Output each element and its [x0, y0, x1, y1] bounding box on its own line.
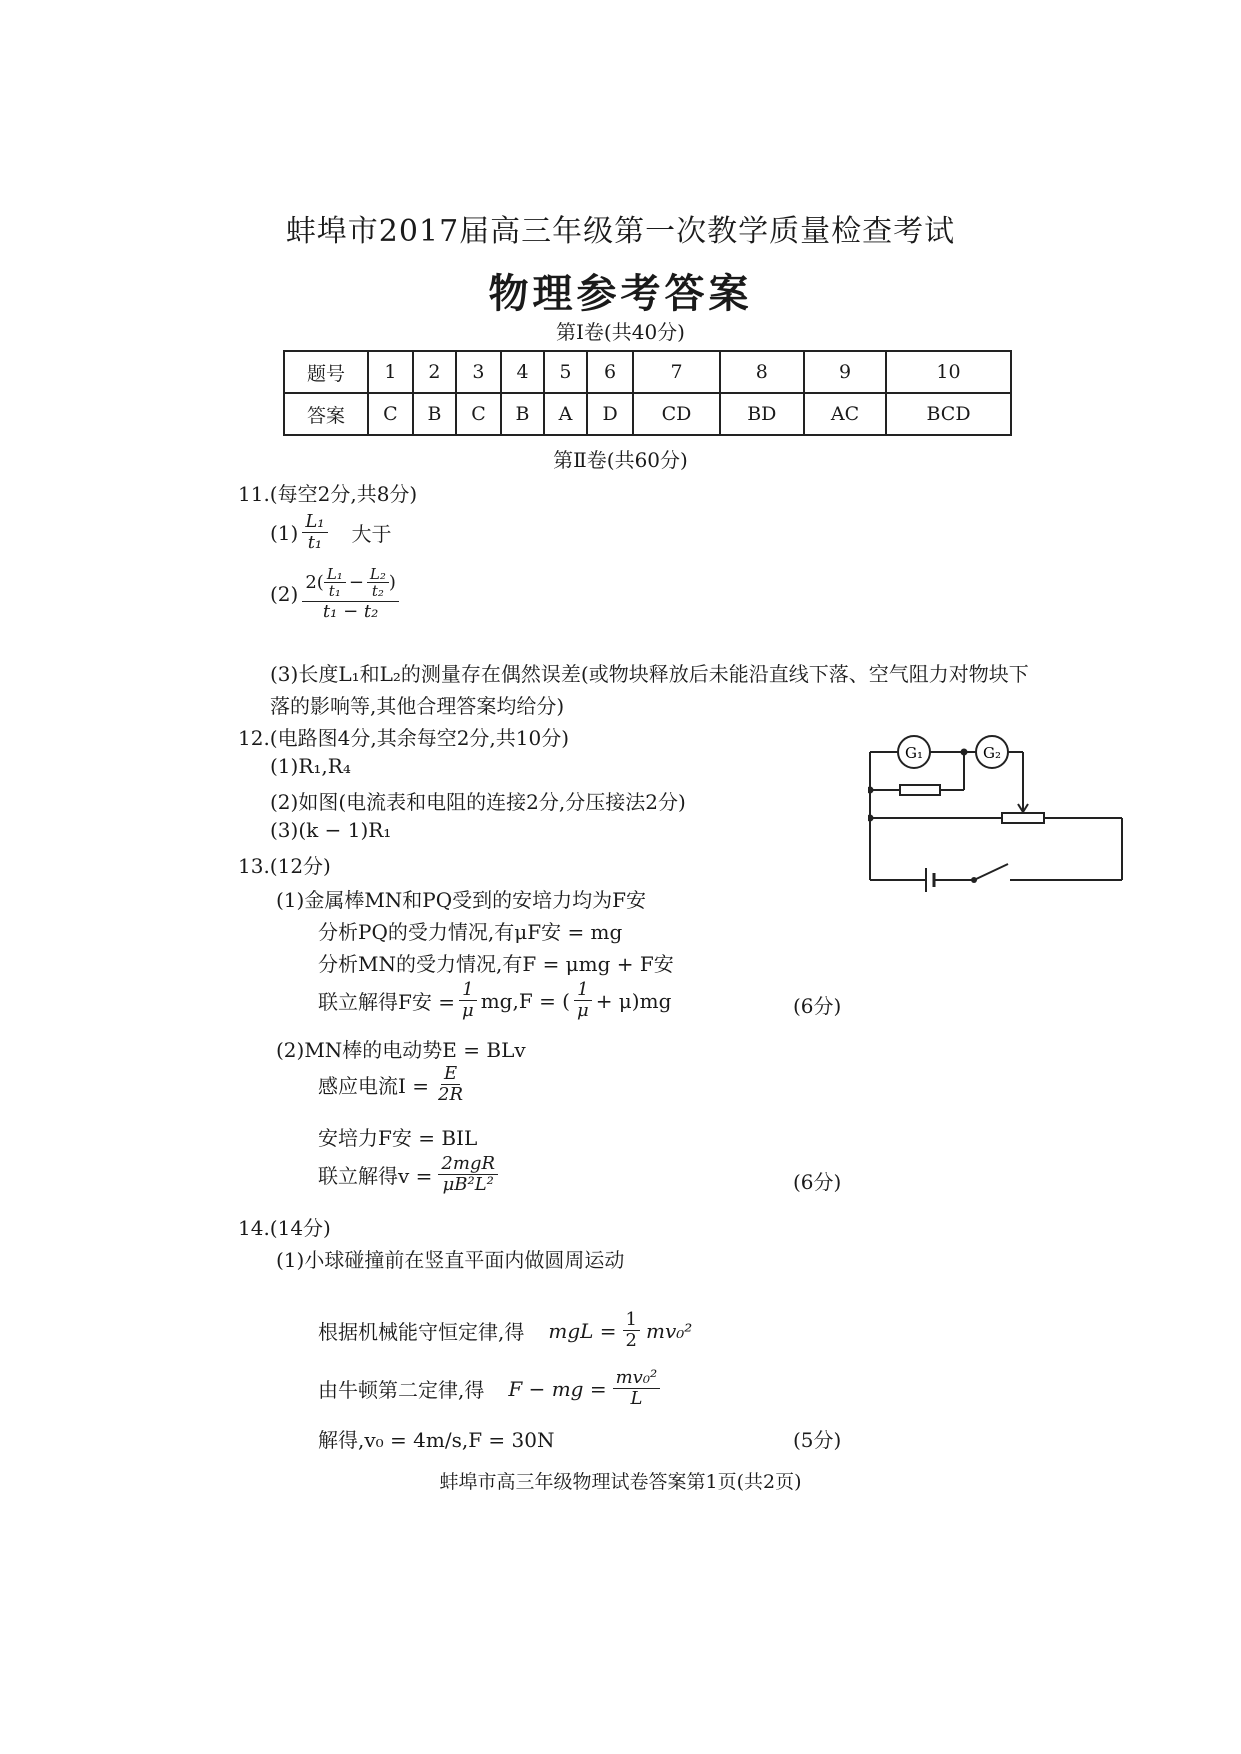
fraction-denominator: 2R [438, 1084, 464, 1105]
equation-text: 感应电流I = [318, 1074, 430, 1098]
fraction-denominator: t₁ [307, 532, 323, 553]
fraction [623, 1310, 640, 1351]
fraction-denominator: L [630, 1388, 643, 1409]
table-cell: 4 [501, 351, 544, 393]
table-cell: 5 [544, 351, 587, 393]
q14-line4: 解得,v₀ = 4m/s,F = 30N [318, 1428, 555, 1452]
fraction-denominator: t₂ [371, 582, 384, 600]
table-cell: BCD [886, 393, 1011, 435]
fraction [435, 1064, 466, 1105]
table-cell: CD [633, 393, 719, 435]
fraction [574, 980, 592, 1021]
q11-p1-fraction [302, 512, 327, 553]
q14-line3 [318, 1368, 660, 1409]
q13-line5: (2)MN棒的电动势E = BLv [276, 1038, 526, 1062]
q14-heading: 14.(14分) [238, 1216, 331, 1240]
table-cell: 6 [587, 351, 634, 393]
fraction-denominator: t₁ − t₂ [322, 601, 379, 622]
page-footer: 蚌埠市高三年级物理试卷答案第1页(共2页) [439, 1471, 802, 1493]
q12-part3: (3)(k − 1)R₁ [270, 818, 392, 842]
equation-text: 根据机械能守恒定律,得 [318, 1320, 525, 1344]
fraction-numerator: L₁ [324, 566, 346, 583]
table-cell: BD [720, 393, 805, 435]
g2-label: G₂ [983, 744, 1001, 762]
fraction-denominator: 2 [625, 1330, 637, 1351]
q12-part2: (2)如图(电流表和电阻的连接2分,分压接法2分) [270, 790, 686, 814]
equation-text: 联立解得F安 = [318, 990, 455, 1014]
resistor-icon [900, 785, 940, 795]
table-cell: B [501, 393, 544, 435]
q11-p2-label: (2) [270, 582, 299, 606]
circuit-diagram [868, 732, 1128, 892]
page-title: 蚌埠市2017届高三年级第一次教学质量检查考试 [285, 214, 956, 249]
paren-close: ) [388, 571, 396, 593]
answer-table [283, 350, 1012, 436]
table-row [284, 351, 1011, 393]
q11-p1-label: (1) [270, 520, 299, 545]
equation-text: mgL = [548, 1318, 617, 1343]
g1-label: G₁ [905, 744, 923, 762]
q11-part2 [270, 566, 399, 622]
fraction-denominator: μ [462, 1000, 474, 1021]
fraction-numerator: 2mgR [438, 1154, 498, 1175]
switch-icon [974, 864, 1008, 880]
q13-line1: (1)金属棒MN和PQ受到的安培力均为F安 [276, 888, 647, 912]
table-cell: C [368, 393, 413, 435]
fraction-numerator: mv₀² [613, 1368, 661, 1389]
row-label-question: 题号 [284, 351, 368, 393]
inner-fraction-a [324, 566, 346, 599]
table-cell: 2 [413, 351, 456, 393]
table-cell: 3 [456, 351, 501, 393]
table-cell: 10 [886, 351, 1011, 393]
q14-line1: (1)小球碰撞前在竖直平面内做圆周运动 [276, 1248, 625, 1272]
fraction [459, 980, 477, 1021]
q13-line8 [318, 1154, 498, 1195]
equation-text: mg,F = ( [480, 988, 570, 1013]
q13-line6 [318, 1064, 466, 1105]
table-cell: C [456, 393, 501, 435]
fraction-numerator: 1 [623, 1310, 640, 1331]
page-subtitle: 物理参考答案 [488, 271, 753, 317]
table-row [284, 393, 1011, 435]
minus-sign: − [348, 571, 364, 593]
equation-text: 由牛顿第二定律,得 [318, 1378, 485, 1402]
fraction-numerator: E [441, 1064, 460, 1085]
fraction [613, 1368, 661, 1409]
row-label-answer: 答案 [284, 393, 368, 435]
fraction-numerator: L₁ [302, 512, 327, 533]
table-cell: 7 [633, 351, 719, 393]
table-cell: AC [804, 393, 886, 435]
q11-part3-line1: (3)长度L₁和L₂的测量存在偶然误差(或物块释放后未能沿直线下落、空气阻力对物块下 [270, 662, 1029, 686]
table-cell: 8 [720, 351, 805, 393]
fraction-numerator: 1 [574, 980, 591, 1001]
q13-line3: 分析MN的受力情况,有F = μmg + F安 [318, 952, 674, 976]
fraction-numerator [302, 566, 399, 602]
q11-p1-text: 大于 [351, 522, 392, 546]
q13-points-2: (6分) [793, 1170, 842, 1194]
table-cell: A [544, 393, 587, 435]
q11-part3-line2: 落的影响等,其他合理答案均给分) [270, 694, 565, 718]
q14-line2 [318, 1310, 692, 1351]
part1-label: 第Ⅰ卷(共40分) [556, 320, 685, 344]
inner-fraction-b [367, 566, 389, 599]
q12-part1: (1)R₁,R₄ [270, 754, 351, 778]
q11-heading: 11.(每空2分,共8分) [238, 482, 418, 506]
equation-text: mv₀² [645, 1318, 693, 1343]
equation-text: + μ)mg [595, 988, 672, 1013]
table-cell: B [413, 393, 456, 435]
q13-heading: 13.(12分) [238, 854, 331, 878]
q14-points-1: (5分) [793, 1428, 842, 1452]
table-cell: D [587, 393, 634, 435]
fraction-denominator: t₁ [328, 582, 341, 600]
q11-part1 [270, 512, 392, 553]
fraction-denominator: μ [576, 1000, 589, 1021]
equation-text: F − mg = [508, 1376, 607, 1401]
q13-line7: 安培力F安 = BIL [318, 1126, 478, 1150]
table-cell: 1 [368, 351, 413, 393]
fraction-numerator: L₂ [367, 566, 389, 583]
rheostat-icon [1002, 813, 1044, 823]
fraction [438, 1154, 498, 1195]
q11-p2-fraction [302, 566, 399, 622]
part2-label: 第Ⅱ卷(共60分) [553, 448, 688, 472]
q13-points-1: (6分) [793, 994, 842, 1018]
table-cell: 9 [804, 351, 886, 393]
paren-open: 2( [305, 571, 324, 593]
q12-heading: 12.(电路图4分,其余每空2分,共10分) [238, 726, 570, 750]
q13-line2: 分析PQ的受力情况,有μF安 = mg [318, 920, 623, 944]
fraction-denominator: μB²L² [442, 1174, 494, 1195]
fraction-numerator: 1 [459, 980, 476, 1001]
equation-text: 联立解得v = [318, 1164, 433, 1188]
q13-line4 [318, 980, 671, 1021]
